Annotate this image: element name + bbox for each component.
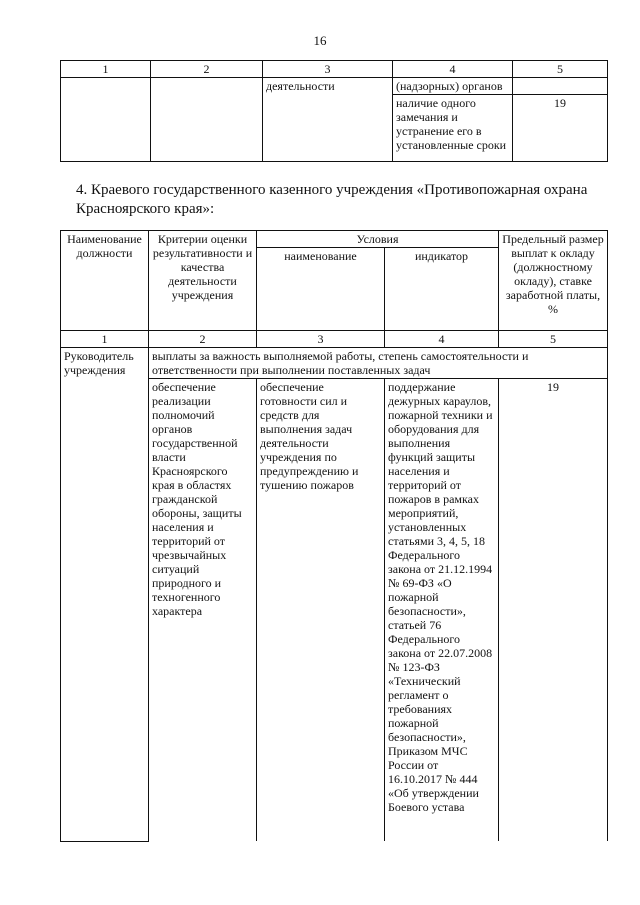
- col-number: 1: [61, 61, 151, 78]
- indicator-cell: наличие одного замечания и устранение его в установленные сроки: [393, 95, 513, 162]
- col-number: 2: [151, 61, 263, 78]
- column-number-row: [61, 61, 608, 78]
- indicator-cell: поддержание дежурных караулов, пожарной техники и оборудования для выполнения функций защиты населения и территорий от пожаров в рамках мероприятий, установленных статьями 3, 4, 5, 18 Федерального закона от 21.12.1994 № 69-ФЗ «О пожарной безопасности», статьей 76 Федерального закона от 22.07.2008 № 123-ФЗ «Технический регламент о требованиях пожарной безопасности», Приказом МЧС России от 16.10.2017 № 444 «Об утверждении Боевого устава: [385, 379, 499, 842]
- table-row: [61, 78, 608, 95]
- empty-cell: [513, 78, 608, 95]
- header-name: наименование: [257, 248, 385, 331]
- continuation-table: [60, 60, 608, 162]
- column-number-row: [61, 331, 608, 348]
- condition-name-cell: обеспечение готовности сил и средств для выполнения задач деятельности учреждения по предупреждению и тушению пожаров: [257, 379, 385, 842]
- table-row: [61, 348, 608, 379]
- header-criteria: Критерии оценки результативности и качества деятельности учреждения: [149, 231, 257, 331]
- header-max-payment: Предельный размер выплат к окладу (должностному окладу), ставке заработной платы, %: [499, 231, 608, 331]
- indicator-cell: (надзорных) органов: [393, 78, 513, 95]
- position-cell: Руководитель учреждения: [61, 348, 149, 842]
- empty-cell: [61, 78, 151, 162]
- page-number: 16: [313, 33, 327, 48]
- col-number: 5: [499, 331, 608, 348]
- span-row-cell: выплаты за важность выполняемой работы, степень самостоятельности и ответственности при выполнении поставленных задач: [149, 348, 608, 379]
- section-heading: 4. Краевого государственного казенного учреждения «Противопожарная охрана Красноярского края»:: [76, 182, 588, 217]
- col-number: 2: [149, 331, 257, 348]
- col-number: 1: [61, 331, 149, 348]
- header-conditions: Условия: [257, 231, 499, 248]
- col-number: 3: [263, 61, 393, 78]
- criteria-table: [60, 230, 608, 842]
- col-number: 4: [393, 61, 513, 78]
- col-number: 4: [385, 331, 499, 348]
- header-position: Наименование должности: [61, 231, 149, 331]
- header-row: [61, 231, 608, 248]
- criteria-cell: обеспечение реализации полномочий органов государственной власти Красноярского края в областях гражданской обороны, защиты населения и территорий от чрезвычайных ситуаций природного и техногенного характера: [149, 379, 257, 842]
- empty-cell: [151, 78, 263, 162]
- value-cell: 19: [513, 95, 608, 162]
- header-indicator: индикатор: [385, 248, 499, 331]
- condition-name-cell: деятельности: [263, 78, 393, 162]
- col-number: 3: [257, 331, 385, 348]
- value-cell: 19: [499, 379, 608, 842]
- col-number: 5: [513, 61, 608, 78]
